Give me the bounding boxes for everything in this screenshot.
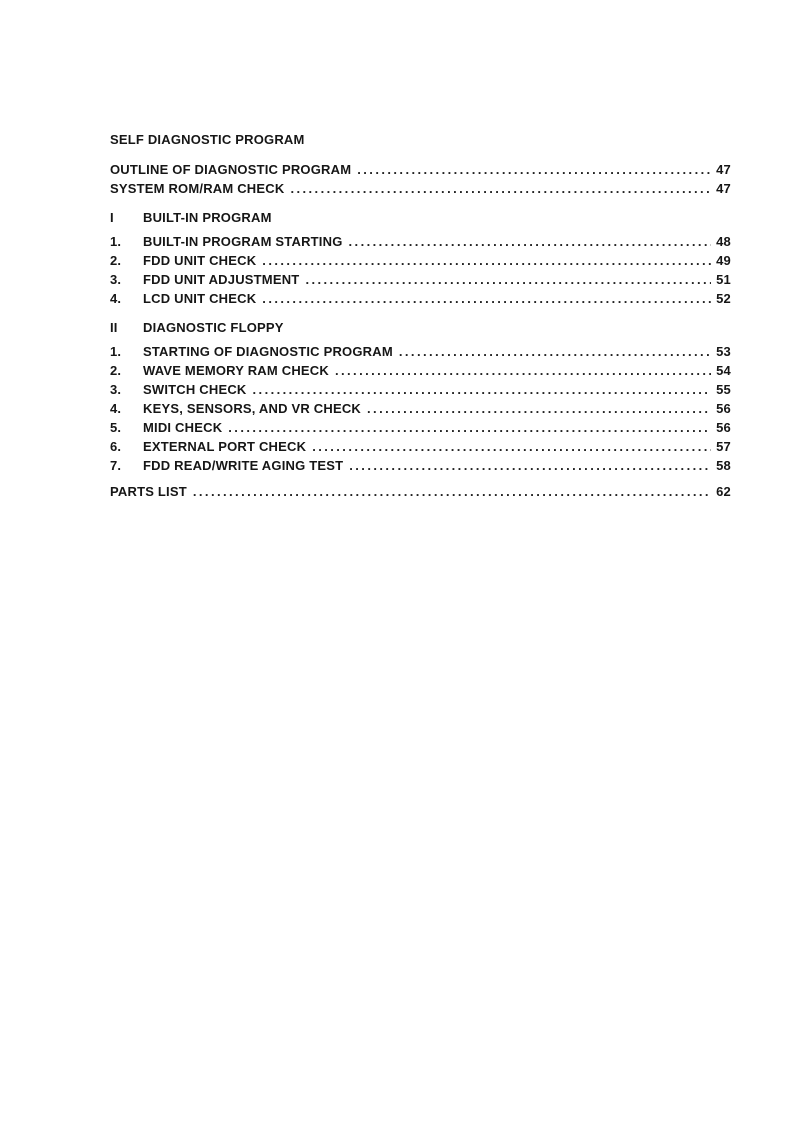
- toc-entry-number: 2.: [110, 363, 122, 378]
- toc-entry-label: FDD UNIT CHECK: [143, 253, 257, 268]
- dot-leader: [193, 484, 711, 500]
- toc-entry-number: 7.: [110, 458, 122, 473]
- toc-entry-page: 54: [716, 363, 731, 378]
- dot-leader: [228, 420, 711, 436]
- toc-entry-page: 58: [716, 458, 731, 473]
- toc-entry-number: 4.: [110, 291, 122, 306]
- toc-entry: [110, 458, 731, 474]
- toc-entry-number: 3.: [110, 382, 122, 397]
- toc-entry: [110, 253, 731, 269]
- dot-leader: [399, 344, 711, 360]
- toc-entry-page: 47: [716, 162, 731, 177]
- toc-entry-label: EXTERNAL PORT CHECK: [143, 439, 307, 454]
- toc-entry-number: 4.: [110, 401, 122, 416]
- toc-entry-label: PARTS LIST: [110, 484, 187, 499]
- section-heading: [110, 210, 272, 226]
- toc-entry-page: 56: [716, 420, 731, 435]
- toc-entry-label: SWITCH CHECK: [143, 382, 247, 397]
- toc-entry-page: 52: [716, 291, 731, 306]
- toc-entry-label: MIDI CHECK: [143, 420, 223, 435]
- dot-leader: [312, 439, 711, 455]
- dot-leader: [305, 272, 711, 288]
- dot-leader: [262, 253, 711, 269]
- toc-entry-page: 49: [716, 253, 731, 268]
- toc-entry-number: 5.: [110, 420, 122, 435]
- toc-entry-page: 53: [716, 344, 731, 359]
- toc-entry-page: 62: [716, 484, 731, 499]
- toc-entry-number: 1.: [110, 234, 122, 249]
- toc-entry: [110, 401, 731, 417]
- dot-leader: [367, 401, 711, 417]
- toc-entry-label: KEYS, SENSORS, AND VR CHECK: [143, 401, 362, 416]
- toc-entry: [110, 382, 731, 398]
- dot-leader: [253, 382, 711, 398]
- dot-leader: [290, 181, 711, 197]
- toc-entry-label: STARTING OF DIAGNOSTIC PROGRAM: [143, 344, 393, 359]
- toc-entry-number: 6.: [110, 439, 122, 454]
- toc-entry-page: 51: [716, 272, 731, 287]
- toc-entry-number: 1.: [110, 344, 122, 359]
- dot-leader: [335, 363, 711, 379]
- toc-entry: [110, 272, 731, 288]
- toc-entry: [110, 234, 731, 250]
- toc-entry: [110, 439, 731, 455]
- toc-entry-label: LCD UNIT CHECK: [143, 291, 257, 306]
- toc-entry-label: FDD UNIT ADJUSTMENT: [143, 272, 300, 287]
- toc-entry-page: 47: [716, 181, 731, 196]
- toc-entry: [110, 484, 731, 500]
- section-heading: [110, 320, 284, 336]
- section-title: DIAGNOSTIC FLOPPY: [143, 320, 284, 335]
- toc-entry: [110, 291, 731, 307]
- toc-entry-page: 57: [716, 439, 731, 454]
- toc-entry-number: 2.: [110, 253, 122, 268]
- toc-entry: [110, 420, 731, 436]
- section-title: BUILT-IN PROGRAM: [143, 210, 272, 225]
- toc-entry-label: SYSTEM ROM/RAM CHECK: [110, 181, 285, 196]
- toc-entry-page: 55: [716, 382, 731, 397]
- toc-entry: [110, 181, 731, 197]
- toc-entry-label: OUTLINE OF DIAGNOSTIC PROGRAM: [110, 162, 352, 177]
- toc-entry: [110, 344, 731, 360]
- dot-leader: [262, 291, 711, 307]
- toc-entry: [110, 363, 731, 379]
- dot-leader: [357, 162, 711, 178]
- toc-entry-number: 3.: [110, 272, 122, 287]
- section-roman-numeral: II: [110, 320, 118, 335]
- section-roman-numeral: I: [110, 210, 114, 225]
- page-title: SELF DIAGNOSTIC PROGRAM: [110, 132, 305, 147]
- toc-entry-label: BUILT-IN PROGRAM STARTING: [143, 234, 343, 249]
- toc-entry-page: 48: [716, 234, 731, 249]
- toc-entry-label: WAVE MEMORY RAM CHECK: [143, 363, 329, 378]
- dot-leader: [349, 458, 711, 474]
- toc-entry: [110, 162, 731, 178]
- toc-entry-page: 56: [716, 401, 731, 416]
- toc-entry-label: FDD READ/WRITE AGING TEST: [143, 458, 344, 473]
- dot-leader: [349, 234, 711, 250]
